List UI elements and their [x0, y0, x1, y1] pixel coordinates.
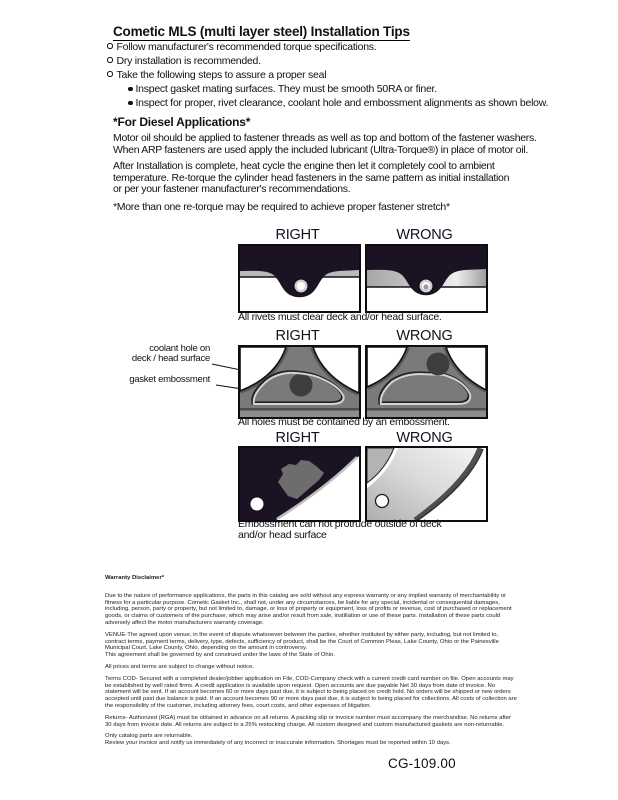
- retorque-note: *More than one re-torque may be required to achieve proper fastener stretch*: [113, 201, 450, 213]
- legal-paragraph: Review your invoice and notify us immediately of any incorrect or inaccurate information. Shortages must be reported within 10 days.: [105, 740, 451, 747]
- diesel-paragraph-2: [113, 161, 509, 196]
- legal-paragraph: All prices and terms are subject to change without notice.: [105, 663, 254, 670]
- filled-bullet-icon: [128, 87, 133, 92]
- diagram-rivet-wrong: [365, 244, 488, 313]
- embossment-right-illustration: [240, 347, 359, 417]
- diagram-embossment-wrong: [365, 345, 488, 419]
- paragraph-line: When ARP fasteners are used apply the included lubricant (Ultra-Torque®) in place of motor oil.: [113, 143, 529, 156]
- paragraph-line: temperature. Re-torque the cylinder head fasteners in the same pattern as initial installation: [113, 171, 510, 184]
- legal-paragraph: Only catalog parts are returnable.: [105, 733, 193, 740]
- list-item-text: Dry installation is recommended.: [116, 55, 261, 67]
- legal-paragraph: VENUE-The agreed upon venue, in the event of dispute whatsoever between the parties, whether instituted by either party, including, but not limited to, contract terms, payment terms, delivery, type, defects, sufficiency of product, shall be the Court of Common Pleas, Lake County, Ohio or the Painesville Municipal Court, Lake County, Ohio, depending on the amount in controversy.: [105, 631, 499, 652]
- paragraph-line: Motor oil should be applied to fastener threads as well as top and bottom of the fastener washers.: [113, 132, 537, 144]
- rivet-caption: All rivets must clear deck and/or head surface.: [238, 311, 442, 323]
- coolant-hole: [290, 374, 313, 397]
- embossment-wrong-illustration: [367, 347, 486, 417]
- open-bullet-icon: [107, 71, 113, 77]
- filled-bullet-icon: [128, 101, 133, 106]
- right-label: RIGHT: [275, 227, 320, 243]
- page-code: CG-109.00: [388, 756, 456, 771]
- list-item: [107, 68, 548, 82]
- warranty-disclaimer-heading: Warranty Disclaimer*: [105, 575, 165, 581]
- installation-tips-list: [107, 40, 548, 110]
- wrong-label: WRONG: [396, 430, 453, 446]
- list-item-text: Take the following steps to assure a proper seal: [116, 69, 327, 81]
- right-label: RIGHT: [275, 430, 320, 446]
- diesel-applications-heading: *For Diesel Applications*: [113, 115, 251, 129]
- list-item-text: Inspect gasket mating surfaces. They must be smooth 50RA or finer.: [135, 83, 437, 95]
- diesel-paragraph-1: [113, 133, 537, 156]
- open-bullet-icon: [107, 43, 113, 49]
- sub-list-item: [107, 96, 548, 110]
- rivet-wrong-illustration: [367, 246, 486, 311]
- bolt-hole-icon: [251, 498, 264, 511]
- list-item-text: Follow manufacturer's recommended torque specifications.: [116, 41, 377, 53]
- caption-line: Embossment can not protrude outside of deck: [238, 518, 442, 530]
- list-item-text: Inspect for proper, rivet clearance, coolant hole and embossment alignments as shown below.: [135, 97, 549, 109]
- coolant-hole: [427, 353, 450, 376]
- protrusion-right-illustration: [240, 448, 359, 520]
- holes-caption: All holes must be contained by an embossment.: [238, 416, 450, 428]
- gasket-embossment-label: gasket embossment: [129, 374, 210, 385]
- diagram-embossment-right: [238, 345, 361, 419]
- page-title-text: Cometic MLS (multi layer steel) Installation Tips: [113, 24, 410, 39]
- label-line: deck / head surface: [131, 353, 210, 364]
- paragraph-line: After Installation is complete, heat cycle the engine then let it completely cool to ambient: [113, 160, 495, 172]
- paragraph-line: or per your fastener manufacturer's recommendations.: [113, 183, 351, 196]
- right-label: RIGHT: [275, 328, 320, 344]
- protrusion-caption: [238, 519, 441, 541]
- bolt-hole-icon: [376, 495, 389, 508]
- open-bullet-icon: [107, 57, 113, 63]
- legal-paragraph: Terms COD- Secured with a completed dealer/jobber application on File, COD-Company check with a current credit card number on file. Open accounts may be established by well rated firms. A credit application is available upon request. Open accounts are due payable Net 30 days from date of invoice. No statement will be sent. If an account becomes 60 or more days past due, it is subject to being placed on credit hold. No orders will be shipped or new orders accepted until past due balance is paid. If an account becomes 90 or more days past due, it is subject to being placed for collections. All costs of collection are the responsibility of the customer, including attorney fees, court costs, and other expenses of litigation.: [105, 675, 517, 709]
- page-title: [113, 24, 410, 41]
- protrusion-wrong-illustration: [367, 448, 486, 520]
- legal-paragraph: This agreement shall be governed by and construed under the laws of the State of Ohio.: [105, 652, 335, 659]
- diagram-protrusion-wrong: [365, 446, 488, 522]
- label-line: coolant hole on: [149, 343, 210, 354]
- sub-list-item: [107, 82, 548, 96]
- rivet-right-illustration: [240, 246, 359, 311]
- legal-paragraph: Due to the nature of performance applications, the parts in this catalog are sold without any express warranty or any implied warranty of merchantability or fitness for a particular purpose. Cometic Gasket Inc., shall not, under any circumstances, be liable for any special, incidental or consequential damages, including, person, party or property, but not limited to, damage, or loss of property or equipment, loss of profits or revenue, cost of purchased or replacement goods, or claims of customers of the purchase, which may arise and/or result from sale, instillation or use of these parts. Installation of these parts could adversely affect the motor manufacturers warranty coverage.: [105, 592, 512, 626]
- list-item: [107, 40, 548, 54]
- list-item: [107, 54, 548, 68]
- warranty-disclaimer-section: [105, 575, 517, 747]
- diagram-rivet-right: [238, 244, 361, 313]
- diagram-protrusion-right: [238, 446, 361, 522]
- wrong-label: WRONG: [396, 328, 453, 344]
- legal-paragraph: Returns- Authorized (RGA) must be obtained in advance on all returns. A packing slip or invoice number must accompany the merchandise. No returns after 30 days from invoice date. All returns are subject to a 25% restocking charge. All custom designed and custom manufactured gaskets are non-returnable.: [105, 714, 512, 728]
- caption-line: and/or head surface: [238, 529, 327, 541]
- wrong-label: WRONG: [396, 227, 453, 243]
